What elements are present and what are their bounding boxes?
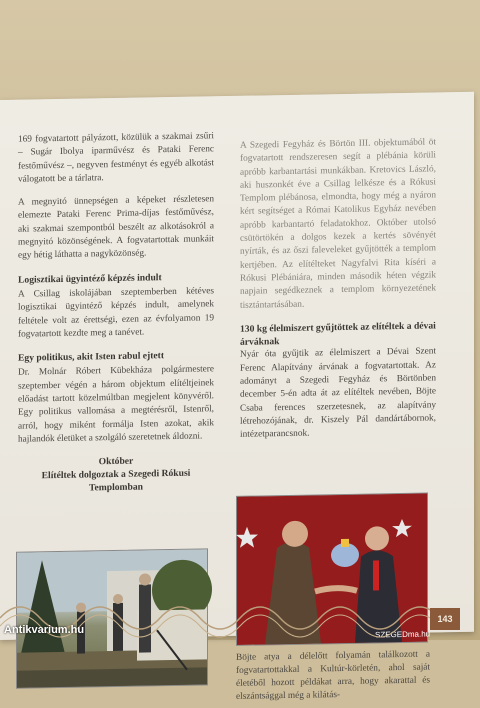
page-number: 143: [430, 608, 460, 630]
donation-photo-caption: Böjte atya a délelőtt folyamán találkozott a fogvatartottakkal a Kultúr-körletén, ahol saját életéből hozott példákat arra, hogy akarattal és elszántsággal még a kilátás-: [236, 649, 430, 702]
right-column: [240, 136, 436, 452]
paragraph-rokus-church: A Szegedi Fegyház és Börtön III. objektumából öt fogvatartott rendszeresen segít a plébánia körüli apróbb karbantartási munkákban. Kretovics László, aki huszonkét éve a Csillag lelkésze és a Rókusi Templom plébánosa, elmondta, hogy még a nyáron kért segítséget a Római Katolikus Egyház nevében apróbb karbantartó feladatokhoz. Október utolsó csütörtökén a dolgos kezek a kertés sövényét nyírták, és az őszi faleveleket gyűjtötték a templom kertjében. Az elítélteket Nagyfalvi Rita kíséri a Rókusi Plébániára, minden második héten végzik napjain segédkeznek a templom környezetének tisztántartásában.: [240, 137, 436, 311]
paragraph-politician: Dr. Molnár Róbert Kübekháza polgármestere szeptember végén a három objektum elítéltjeinek előadást tartott közelmúltban megjelent könyvéről. Egy politikus vallomása a megtérésről, Istenről, arról, hogy miként formálja Isten azokat, akik hajlandók életüket a szolgáló szeretetnek áldozni.: [18, 364, 214, 445]
heading-logistics: Logisztikai ügyintéző képzés indult: [18, 271, 162, 286]
paragraph-exhibition: A megnyitó ünnepségen a képeket részletesen elemezte Pataki Ferenc Prima-díjas festőművész, aki szakmai szempontból beszélt az alkotásokról a megnyitó közönségének. A fogvatartottak munkáit egy hétig láthatta a nagyközönség.: [18, 194, 214, 262]
photo-heading: [18, 453, 214, 495]
site-watermark: Antikvarium.hu: [4, 624, 85, 636]
paragraph-intro: 169 fogvatartott pályázott, közülük a szakmai zsűri – Sugár Ibolya iparművész és Pataki Ferenc festőművész –, negyven festményt és egyéb alkotást válogatott be a tárlatra.: [18, 131, 214, 185]
paragraph-logistics: A Csillag iskolájában szeptemberben kétéves logisztikai ügyintéző képzés indult, amelynek feltétele volt az érettségi, ezen az évfolyamon 19 fogvatartott kezdte meg a tanévet.: [18, 286, 214, 340]
photo-heading-month: Október: [98, 455, 134, 468]
photo-heading-title: Elítéltek dolgoztak a Szegedi Rókusi Templomban: [41, 467, 191, 494]
donation-photo-watermark: SZEGEDma.hu: [375, 629, 431, 640]
heading-food-donation: 130 kg élelmiszert gyűjtöttek az elítéltek a dévai árváknak: [240, 320, 436, 348]
left-column: [18, 130, 214, 500]
heading-politician: Egy politikus, akit Isten rabul ejtett: [18, 350, 165, 364]
book-page: [0, 92, 474, 702]
paragraph-food-donation: Nyár óta gyűjtik az élelmiszert a Dévai Szent Ferenc Alapítvány árvának a fogvatartottak. Az adományt a Szegedi Fegyház és Börtönben december 5-én adta át az elítéltek nevében, Böjte Csaba ferences szerzetesnek, az alapítvány létrehozójának, dr. Kiszely Pál dandártábornok, intézetparancsnok.: [240, 346, 436, 441]
